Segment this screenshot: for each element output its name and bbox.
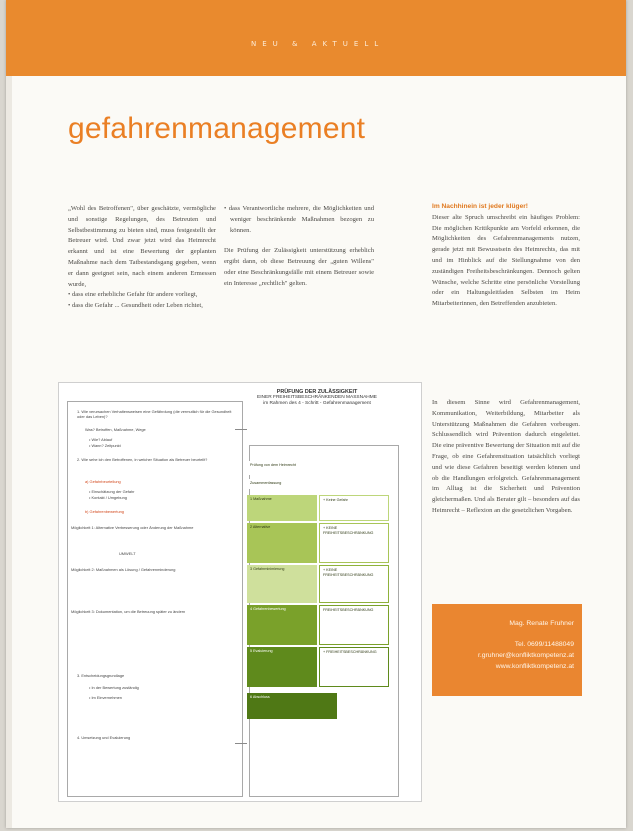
flow-cell-result: FREIHEITSBESCHRÄNKUNG [319, 605, 389, 645]
step-highlight: a) Gefahrbeurteilung [85, 479, 121, 484]
column-headline: Im Nachhinein ist jeder klüger! [432, 203, 528, 210]
flow-cell-result: + Keine Gefahr [319, 495, 389, 521]
diagram-title-line2: EINER FREIHEITSBESCHRÄNKENDEN MASSNAHME [257, 395, 377, 401]
paragraph: Dieser alte Spruch umschreibt ein häufiges Problem: Die möglichen Kritikpunkte am Vorfeld erkennen, die Möglichkeiten des Gefahrenmanagements nutzen, gerade jetzt mit Bewusstsein des Heimrechts, das mit und im Hinblick auf die Stellungnahme von den zuständigen Freiheitsbeschränkungen. Dennoch gelten Wünsche, welche Schritte eine persönliche Vorstellung oder ein Haltungsleitfaden Selbsten im Heim Mitarbeiterinnen, den Betreffenden anzubieten. [432, 213, 580, 308]
diagram-title-line1: PRÜFUNG DER ZULÄSSIGKEIT [276, 389, 358, 395]
paragraph: In diesem Sinne wird Gefahrenmanagement, Kommunikation, Weiterbildung, Mitarbeiter als Unterstützung Maßnahmen die Gefahren vorbeugen. Schlussendlich wird Prävention dadurch eingeleitet. Die eine präventive Bewertung der Situation mit auf die Frage, ob eine Gefahrensituation tatsächlich vorliegt und wie diese Gefahren beseitigt werden können und ob die Handlungen erfolgreich. Gefahrenmanagement im Alltag ist die Sicherheit und Prävention gleichermaßen. Und als Berater gilt – besonders auf das Heimrecht – Reflexion an die gesetzlichen Vorgaben. [432, 399, 580, 514]
article-title: gefahrenmanagement [68, 112, 366, 145]
flow-cell: 5 Evaluierung [247, 647, 317, 687]
diagram-title-line3: im Rahmen des 4 - Schritt - Gefahrenmanagement [263, 401, 371, 407]
step-text [85, 509, 235, 514]
flow-cell-result: + FREIHEITSBESCHRÄNKUNG [319, 647, 389, 687]
step-text: Was? Betroffen, Maßnahme, Wege [85, 427, 146, 432]
step-text: • Wann? Zeitpunkt [89, 443, 121, 448]
step-text: • Kontakt / Umgebung [89, 495, 127, 500]
flow-cell: 6 Abschluss [247, 693, 337, 719]
step-text: Möglichkeit 3: Dokumentation, um die Betreuung später zu ändern [71, 609, 186, 614]
contact-name: Mag. Renate Fruhner [509, 620, 574, 627]
flowchart-diagram [58, 382, 422, 802]
flow-cell: Zusammenfassung [247, 479, 377, 489]
step-text: 3. Entscheidungsgrundlage [77, 673, 125, 678]
step-text: 4. Umsetzung und Evaluierung [77, 735, 131, 740]
step-text: UMWELT [119, 551, 136, 556]
contact-box [432, 604, 582, 696]
flow-row [237, 605, 417, 645]
contact-email[interactable]: r.gruhner@konfliktkompetenz.at [477, 652, 574, 659]
step-highlight: b) Gefahrenbewertung [85, 509, 124, 514]
diagram-title [217, 389, 417, 408]
bullet-item: • dass Verantwortliche mehrere, die Möglichkeiten und weniger beschränkende Maßnahmen bezogen zu können. [224, 205, 374, 234]
flow-cell: 2 Alternative [247, 523, 317, 563]
text-column-3 [432, 202, 580, 310]
flow-row [237, 479, 417, 489]
flow-row [237, 647, 417, 687]
page-spine [6, 0, 12, 828]
contact-web[interactable]: www.konfliktkompetenz.at [495, 663, 574, 670]
step-text: Möglichkeit 2: Maßnahmen als Lösung / Gefahrenminderung [71, 567, 176, 572]
step-text: • Einschätzung der Gefahr [89, 489, 135, 494]
section-label: NEU & AKTUELL [251, 40, 385, 48]
step-text: 2. Wie sehe ich den Betroffenen, in welcher Situation als Betreuer beurteilt? [77, 457, 208, 462]
bullet-item: • dass eine erhebliche Gefahr für andere vorliegt, [68, 291, 198, 299]
step-text [85, 479, 235, 484]
step-text: 1. Wie verursachen Verhaltensweisen eine Gefährdung (die vermutlich für die Gesundheit oder das Leben)? [77, 409, 232, 419]
flow-row [237, 523, 417, 563]
bullet-item: • dass die Gefahr ... Gesundheit oder Leben richtet, [68, 302, 203, 310]
flow-cell-result: + KEINE FREIHEITSBESCHRÄNKUNG [319, 523, 389, 563]
text-column-2 [224, 204, 374, 290]
paragraph: „Wohl des Betroffenen", über geschätzte, vermögliche und sonstige Regelungen, des Betreuten und Selbstbestimmung zu bieten sind, muss festgestellt der Betreuer wird. Und zwar jetzt wird das Heimrecht erkannt und ist eine Bewertung der geplanten Maßnahme nach dem Tatbestandsgang gegeben, wenn er dann geeignet sein, nach einem anderen Ermessen wurde, [68, 205, 216, 288]
flow-row [237, 495, 417, 521]
paragraph: Die Prüfung der Zulässigkeit unterstützung erheblich ergibt dann, ob diese Betreuung der „guten Willens" oder eine Beschränkungsfälle mit einem Betreuer sowie ein Interesse „rechtlich" gelten. [224, 247, 374, 287]
step-text: • Im Einvernehmen [89, 695, 122, 700]
header-bar [6, 0, 626, 76]
flow-cell: 4 Gefahrenbewertung [247, 605, 317, 645]
step-text: • In der Bewertung zuständig [89, 685, 139, 690]
text-column-3-continued [432, 398, 580, 517]
step-text: • Wie? Ablauf [89, 437, 113, 442]
connector-line [235, 429, 247, 430]
step-text: Möglichkeit 1: Alternative Verbesserung oder Änderung der Maßnahme [71, 525, 194, 530]
text-column-1 [68, 204, 216, 312]
flow-row [237, 461, 417, 475]
flow-cell: Prüfung von dem Heimrecht [247, 461, 377, 475]
flow-cell: 3 Gefahrminimierung [247, 565, 317, 603]
flow-cell: 1 Maßnahme [247, 495, 317, 521]
magazine-page [6, 0, 626, 828]
flow-row [237, 565, 417, 603]
flow-row [237, 693, 417, 719]
contact-phone: Tel. 0699/11488049 [514, 641, 574, 648]
flow-cell-result: + KEINE FREIHEITSBESCHRÄNKUNG [319, 565, 389, 603]
connector-line [235, 743, 247, 744]
